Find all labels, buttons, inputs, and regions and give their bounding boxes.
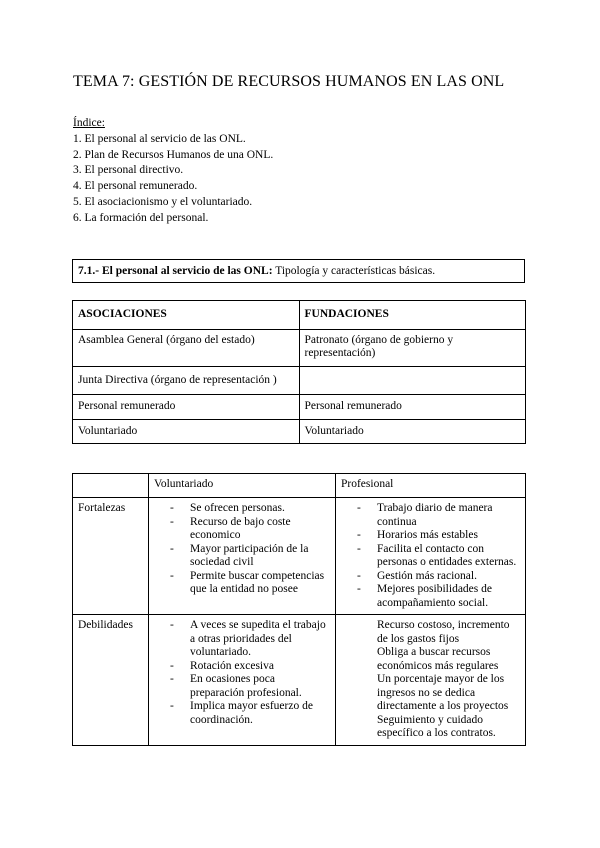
- table-cell: [299, 366, 526, 395]
- index-item: 6. La formación del personal.: [73, 211, 209, 224]
- table-cell: [336, 498, 526, 615]
- index-label: Índice:: [73, 117, 105, 129]
- table-row: [73, 395, 526, 420]
- table-cell: [149, 498, 336, 615]
- strengths-weaknesses-table: [72, 473, 526, 746]
- list-item: - Facilita el contacto con personas o entidades externas.: [357, 543, 520, 570]
- list-item: - Rotación excesiva: [170, 660, 330, 674]
- table-header: Voluntariado: [149, 474, 336, 498]
- list-item: - Recurso de bajo coste economico: [170, 516, 330, 543]
- list-item: - Gestión más racional.: [357, 570, 520, 584]
- table-header: Profesional: [336, 474, 526, 498]
- associations-foundations-table: [72, 300, 526, 444]
- list-item: Seguimiento y cuidado específico a los contratos.: [377, 713, 496, 739]
- table-header: [73, 474, 149, 498]
- page-title: TEMA 7: GESTIÓN DE RECURSOS HUMANOS EN LAS ONL: [73, 73, 505, 90]
- list-item: Recurso costoso, incremento de los gastos fijos: [377, 619, 510, 645]
- list-item: - Implica mayor esfuerzo de coordinación.: [170, 700, 330, 727]
- index-item: 1. El personal al servicio de las ONL.: [73, 132, 246, 145]
- table-cell: Asamblea General (órgano del estado): [73, 329, 300, 366]
- table-cell: Personal remunerado: [73, 395, 300, 420]
- index-item: 4. El personal remunerado.: [73, 180, 198, 193]
- list-item: - Mejores posibilidades de acompañamiento social.: [357, 583, 520, 610]
- table-cell: Patronato (órgano de gobierno y representación): [299, 329, 526, 366]
- bullet-list: [154, 502, 330, 597]
- list-item: - Se ofrecen personas.: [170, 502, 330, 516]
- list-item: - A veces se supedita el trabajo a otras prioridades del voluntariado.: [170, 619, 330, 660]
- table-cell: [336, 615, 526, 746]
- list-item: - Mayor participación de la sociedad civil: [170, 543, 330, 570]
- table-header-row: [73, 474, 526, 498]
- index-item: 3. El personal directivo.: [73, 164, 184, 177]
- list-item: - En ocasiones poca preparación profesional.: [170, 673, 330, 700]
- table-row: [73, 498, 526, 615]
- table-cell: Junta Directiva (órgano de representación ): [73, 366, 300, 395]
- list-item: - Trabajo diario de manera continua: [357, 502, 520, 529]
- table-row: [73, 615, 526, 746]
- list-item: Un porcentaje mayor de los ingresos no se dedica directamente a los proyectos: [377, 673, 509, 712]
- bullet-list: [154, 619, 330, 727]
- table-row: [73, 366, 526, 395]
- list-item: - Horarios más estables: [357, 529, 520, 543]
- table-cell: Voluntariado: [73, 419, 300, 444]
- section-subtitle: Tipología y características básicas.: [272, 265, 436, 277]
- row-label: Debilidades: [73, 615, 149, 746]
- section-heading: 7.1.- El personal al servicio de las ONL:: [78, 265, 273, 277]
- table-cell: [149, 615, 336, 746]
- index-list: [73, 116, 273, 227]
- list-item: - Permite buscar competencias que la entidad no posee: [170, 570, 330, 597]
- index-item: 2. Plan de Recursos Humanos de una ONL.: [73, 148, 274, 161]
- table-row: [73, 419, 526, 444]
- table-row: [73, 329, 526, 366]
- table-header: ASOCIACIONES: [73, 301, 300, 330]
- table-header-row: [73, 301, 526, 330]
- table-cell: Personal remunerado: [299, 395, 526, 420]
- plain-list: [341, 619, 520, 741]
- row-label: Fortalezas: [73, 498, 149, 615]
- table-header: FUNDACIONES: [299, 301, 526, 330]
- index-item: 5. El asociacionismo y el voluntariado.: [73, 195, 253, 208]
- section-heading-box: [72, 259, 525, 283]
- list-item: Obliga a buscar recursos económicos más regulares: [377, 646, 499, 672]
- bullet-list: [341, 502, 520, 610]
- table-cell: Voluntariado: [299, 419, 526, 444]
